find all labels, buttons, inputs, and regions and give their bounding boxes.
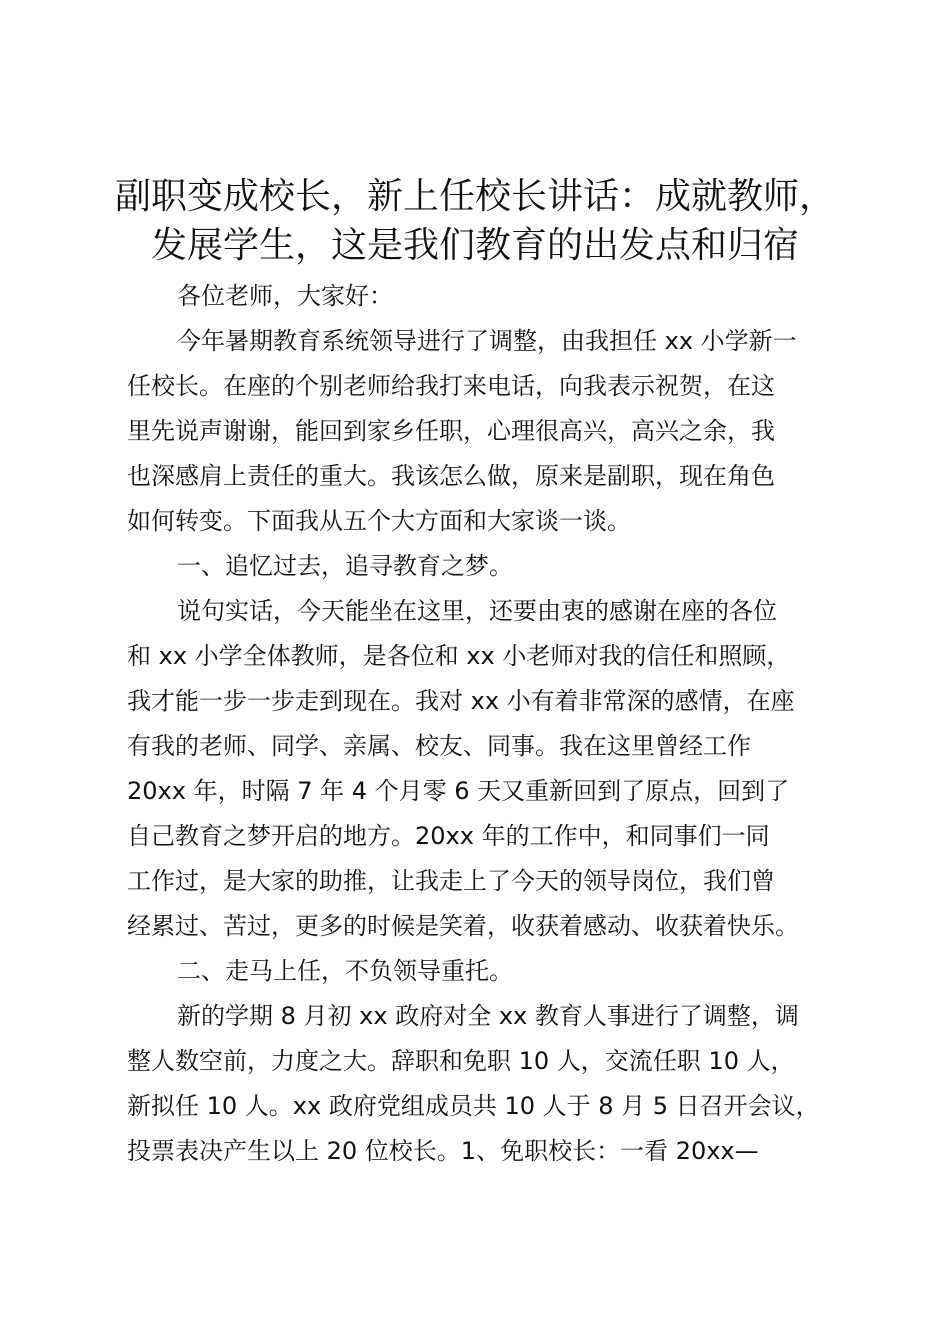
section-heading-1: 一、追忆过去，追寻教育之梦。 (177, 552, 513, 580)
paragraph-line: 20xx 年，时隔 7 年 4 个月零 6 天又重新回到了原点，回到了 (127, 777, 790, 805)
paragraph-line: 新的学期 8 月初 xx 政府对全 xx 教育人事进行了调整，调 (177, 1002, 799, 1030)
section-heading-2: 二、走马上任，不负领导重托。 (177, 957, 513, 985)
paragraph-line: 任校长。在座的个别老师给我打来电话，向我表示祝贺，在这 (127, 372, 775, 400)
paragraph-line: 工作过，是大家的助推，让我走上了今天的领导岗位，我们曾 (127, 867, 775, 895)
paragraph-line: 投票表决产生以上 20 位校长。1、免职校长：一看 20xx— (127, 1137, 759, 1165)
document-title-line-1: 副职变成校长，新上任校长讲话：成就教师， (114, 176, 835, 217)
greeting: 各位老师，大家好： (177, 282, 393, 310)
paragraph-line: 整人数空前，力度之大。辞职和免职 10 人，交流任职 10 人， (127, 1047, 795, 1075)
paragraph-line: 如何转变。下面我从五个大方面和大家谈一谈。 (127, 507, 631, 535)
paragraph-line: 里先说声谢谢，能回到家乡任职，心理很高兴，高兴之余，我 (127, 417, 775, 445)
paragraph-line: 也深感肩上责任的重大。我该怎么做，原来是副职，现在角色 (127, 462, 775, 490)
paragraph-line: 新拟任 10 人。xx 政府党组成员共 10 人于 8 月 5 日召开会议， (127, 1092, 820, 1120)
paragraph-line: 有我的老师、同学、亲属、校友、同事。我在这里曾经工作 (127, 732, 751, 760)
paragraph-line: 自己教育之梦开启的地方。20xx 年的工作中，和同事们一同 (127, 822, 770, 850)
paragraph-line: 和 xx 小学全体教师，是各位和 xx 小老师对我的信任和照顾， (127, 642, 791, 670)
document-title-line-2: 发展学生，这是我们教育的出发点和归宿 (150, 225, 799, 266)
paragraph-line: 说句实话，今天能坐在这里，还要由衷的感谢在座的各位 (177, 597, 777, 625)
paragraph-line: 经累过、苦过，更多的时候是笑着，收获着感动、收获着快乐。 (127, 912, 799, 940)
paragraph-line: 今年暑期教育系统领导进行了调整，由我担任 xx 小学新一 (177, 327, 797, 355)
paragraph-line: 我才能一步一步走到现在。我对 xx 小有着非常深的感情，在座 (127, 687, 795, 715)
